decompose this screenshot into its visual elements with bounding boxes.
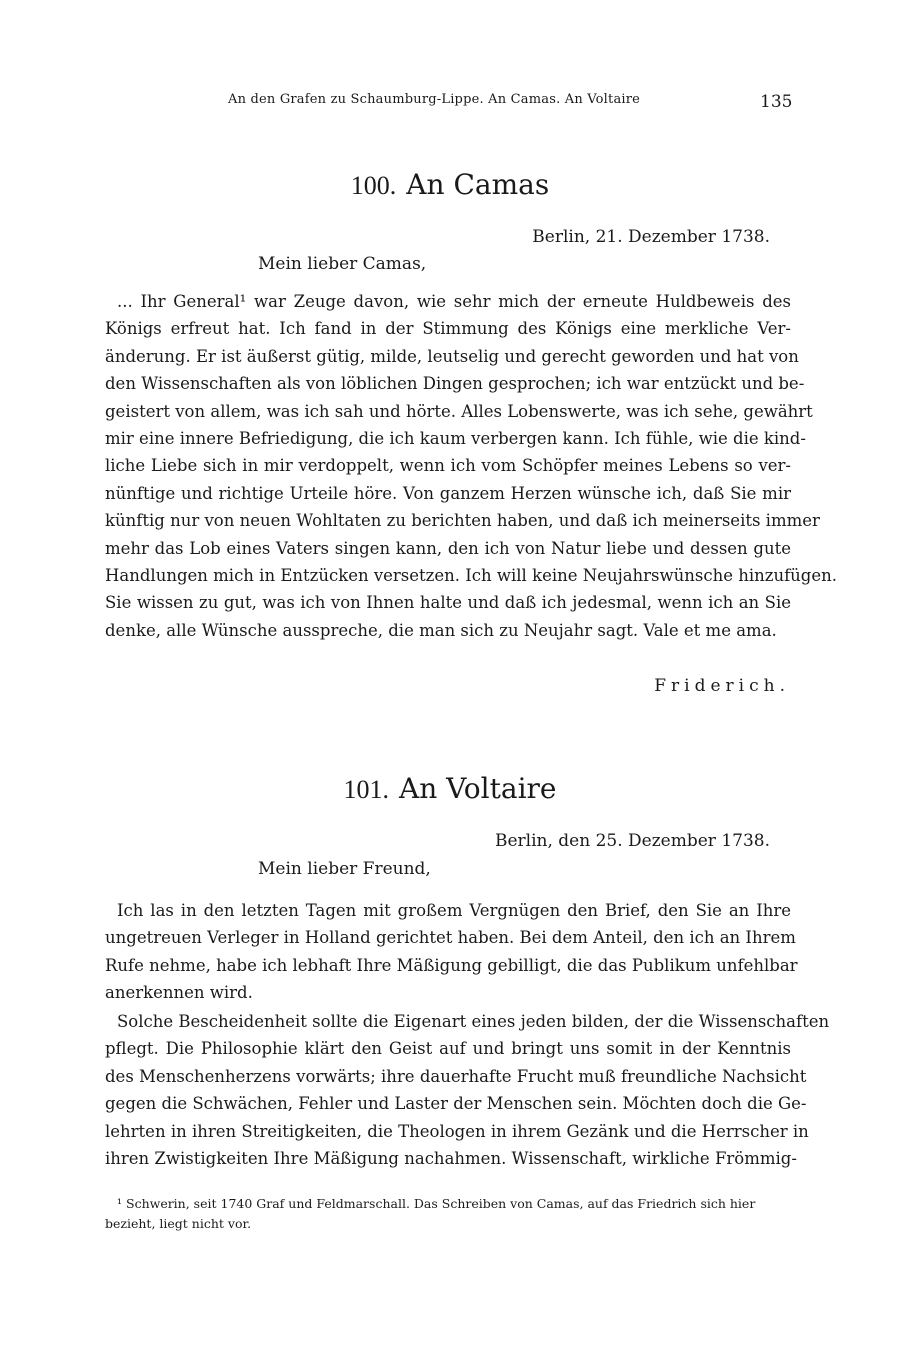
letter-date: Berlin, 21. Dezember 1738. xyxy=(532,227,770,247)
footnote-marker: ¹ xyxy=(117,1196,123,1211)
text-line: Ich las in den letzten Tagen mit großem Vergnügen den Brief, den Sie an Ihre xyxy=(117,901,791,920)
text-line: ihren Zwistigkeiten Ihre Mäßigung nachahmen. Wissenschaft, wirkliche Frömmig- xyxy=(105,1148,797,1168)
letter-title xyxy=(0,168,900,201)
text-line: Königs erfreut hat. Ich fand in der Stimmung des Königs eine merkliche Ver- xyxy=(105,319,791,339)
text-line: nünftige und richtige Urteile höre. Von ganzem Herzen wünsche ich, daß Sie mir xyxy=(105,483,791,503)
text-line: denke, alle Wünsche ausspreche, die man sich zu Neujahr sagt. Vale et me ama. xyxy=(105,620,777,640)
text-line: des Menschenherzens vorwärts; ihre dauerhafte Frucht muß freundliche Nachsicht xyxy=(105,1066,807,1086)
text-line: anerkennen wird. xyxy=(105,983,253,1003)
text-line: pflegt. Die Philosophie klärt den Geist auf und bringt uns somit in der Kenntnis xyxy=(105,1039,791,1059)
letter-date: Berlin, den 25. Dezember 1738. xyxy=(494,831,770,851)
running-title: An den Grafen zu Schaumburg-Lippe. An Camas. An Voltaire xyxy=(228,92,641,107)
letter-title xyxy=(0,772,900,805)
paragraph xyxy=(105,288,838,644)
page-number: 135 xyxy=(760,92,793,112)
text-line: künftig nur von neuen Wohltaten zu berichten haben, und daß ich meinerseits immer xyxy=(105,511,820,531)
text-line: gegen die Schwächen, Fehler und Laster der Menschen sein. Möchten doch die Ge- xyxy=(105,1094,807,1114)
text-line: mehr das Lob eines Vaters singen kann, den ich von Natur liebe und dessen gute xyxy=(105,538,791,558)
text-line: Rufe nehme, habe ich lebhaft Ihre Mäßigung gebilligt, die das Publikum unfehlbar xyxy=(105,955,798,975)
text-line: ungetreuen Verleger in Holland gerichtet haben. Bei dem Anteil, den ich an Ihrem xyxy=(105,928,796,948)
text-line: ... Ihr General¹ war Zeuge davon, wie sehr mich der erneute Huldbeweis des xyxy=(117,292,791,311)
text-line: Handlungen mich in Entzücken versetzen. Ich will keine Neujahrswünsche hinzufügen. xyxy=(105,565,838,585)
text-line: Solche Bescheidenheit sollte die Eigenart eines jeden bilden, der die Wissenschaften xyxy=(117,1012,830,1031)
text-line: liche Liebe sich in mir verdoppelt, wenn ich vom Schöpfer meines Lebens so ver- xyxy=(105,456,791,476)
letter-heading: An Camas xyxy=(406,168,550,201)
text-line: änderung. Er ist äußerst gütig, milde, leutselig und gerecht geworden und hat von xyxy=(105,346,799,366)
text-line: Sie wissen zu gut, was ich von Ihnen halte und daß ich jedesmal, wenn ich an Sie xyxy=(105,593,791,613)
footnote xyxy=(105,1194,791,1234)
letter-heading: An Voltaire xyxy=(399,772,557,805)
text-line: mir eine innere Befriedigung, die ich kaum verbergen kann. Ich fühle, wie die kind- xyxy=(105,428,806,448)
salutation: Mein lieber Camas, xyxy=(258,254,427,274)
paragraph xyxy=(105,1008,830,1172)
text-line: lehrten in ihren Streitigkeiten, die Theologen in ihrem Gezänk und die Herrscher in xyxy=(105,1121,809,1141)
text-line: den Wissenschaften als von löblichen Dingen gesprochen; ich war entzückt und be- xyxy=(105,374,805,394)
salutation: Mein lieber Freund, xyxy=(258,859,431,879)
paragraph xyxy=(105,897,798,1007)
letter-number: 101. xyxy=(343,775,389,804)
letter-number: 100. xyxy=(350,171,397,200)
footnote-text: Schwerin, seit 1740 Graf und Feldmarschall. Das Schreiben von Camas, auf das Friedrich sich hier bezieht, liegt nicht vor. xyxy=(105,1196,756,1231)
signature: Friderich. xyxy=(654,676,790,696)
text-line: geistert von allem, was ich sah und hörte. Alles Lobenswerte, was ich sehe, gewährt xyxy=(105,401,813,421)
